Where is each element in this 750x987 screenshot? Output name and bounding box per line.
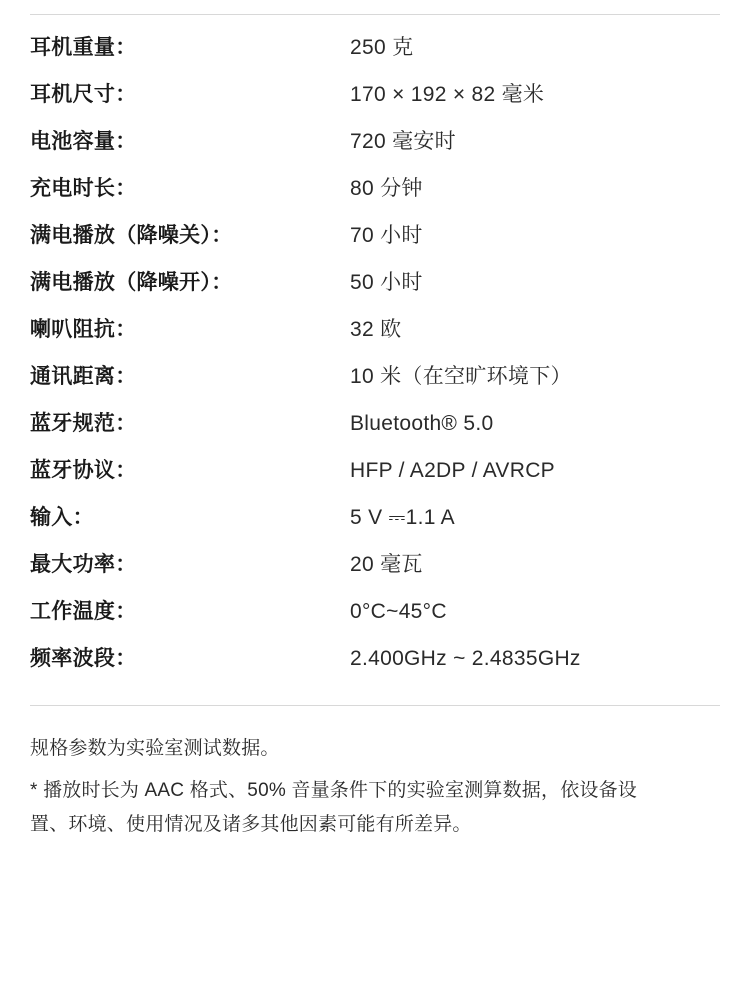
spec-value: 10 米（在空旷环境下） — [350, 365, 572, 388]
spec-label: 输入： — [30, 506, 94, 529]
spec-value: 2.400GHz ~ 2.4835GHz — [350, 647, 581, 670]
spec-value: HFP / A2DP / AVRCP — [350, 459, 555, 482]
note-playback-disclaimer: * 播放时长为 AAC 格式、50% 音量条件下的实验室测算数据，依设备设置、环境、使用情况及诸多其他因素可能有所差异。 — [30, 780, 638, 835]
spec-label: 频率波段： — [30, 647, 137, 670]
spec-label: 蓝牙规范： — [30, 412, 137, 435]
table-row — [30, 548, 720, 595]
table-row — [30, 360, 720, 407]
spec-value: 250 克 — [350, 36, 414, 59]
table-row — [30, 266, 720, 313]
spec-label: 喇叭阻抗： — [30, 318, 137, 341]
spec-value: 20 毫瓦 — [350, 553, 423, 576]
spec-label: 满电播放（降噪开）： — [30, 271, 233, 294]
spec-label: 工作温度： — [30, 600, 137, 623]
footnotes — [30, 706, 720, 842]
spec-label: 耳机尺寸： — [30, 83, 137, 106]
spec-value: 32 欧 — [350, 318, 402, 341]
spec-value: Bluetooth® 5.0 — [350, 412, 494, 435]
spec-value: 80 分钟 — [350, 177, 423, 200]
spec-label: 蓝牙协议： — [30, 459, 137, 482]
table-row — [30, 78, 720, 125]
spec-value: 0°C~45°C — [350, 600, 447, 623]
table-row — [30, 407, 720, 454]
table-row — [30, 125, 720, 172]
table-row — [30, 172, 720, 219]
spec-value: 720 毫安时 — [350, 130, 456, 153]
spec-label: 最大功率： — [30, 553, 137, 576]
spec-label: 满电播放（降噪关）： — [30, 224, 233, 247]
spec-label: 充电时长： — [30, 177, 137, 200]
spec-value: 50 小时 — [350, 271, 423, 294]
table-row — [30, 313, 720, 360]
table-row — [30, 642, 720, 689]
spec-sheet-page — [0, 14, 750, 987]
spec-label: 耳机重量： — [30, 36, 137, 59]
table-row — [30, 219, 720, 266]
table-row — [30, 501, 720, 548]
spec-label: 电池容量： — [30, 130, 137, 153]
table-row — [30, 454, 720, 501]
table-row — [30, 595, 720, 642]
spec-value: 70 小时 — [350, 224, 423, 247]
spec-label: 通讯距离： — [30, 365, 137, 388]
spec-value: 5 V ⎓1.1 A — [350, 506, 455, 529]
note-lab-data: 规格参数为实验室测试数据。 — [30, 738, 280, 759]
specifications-table — [30, 15, 720, 689]
table-row — [30, 31, 720, 78]
spec-value: 170 × 192 × 82 毫米 — [350, 83, 545, 106]
